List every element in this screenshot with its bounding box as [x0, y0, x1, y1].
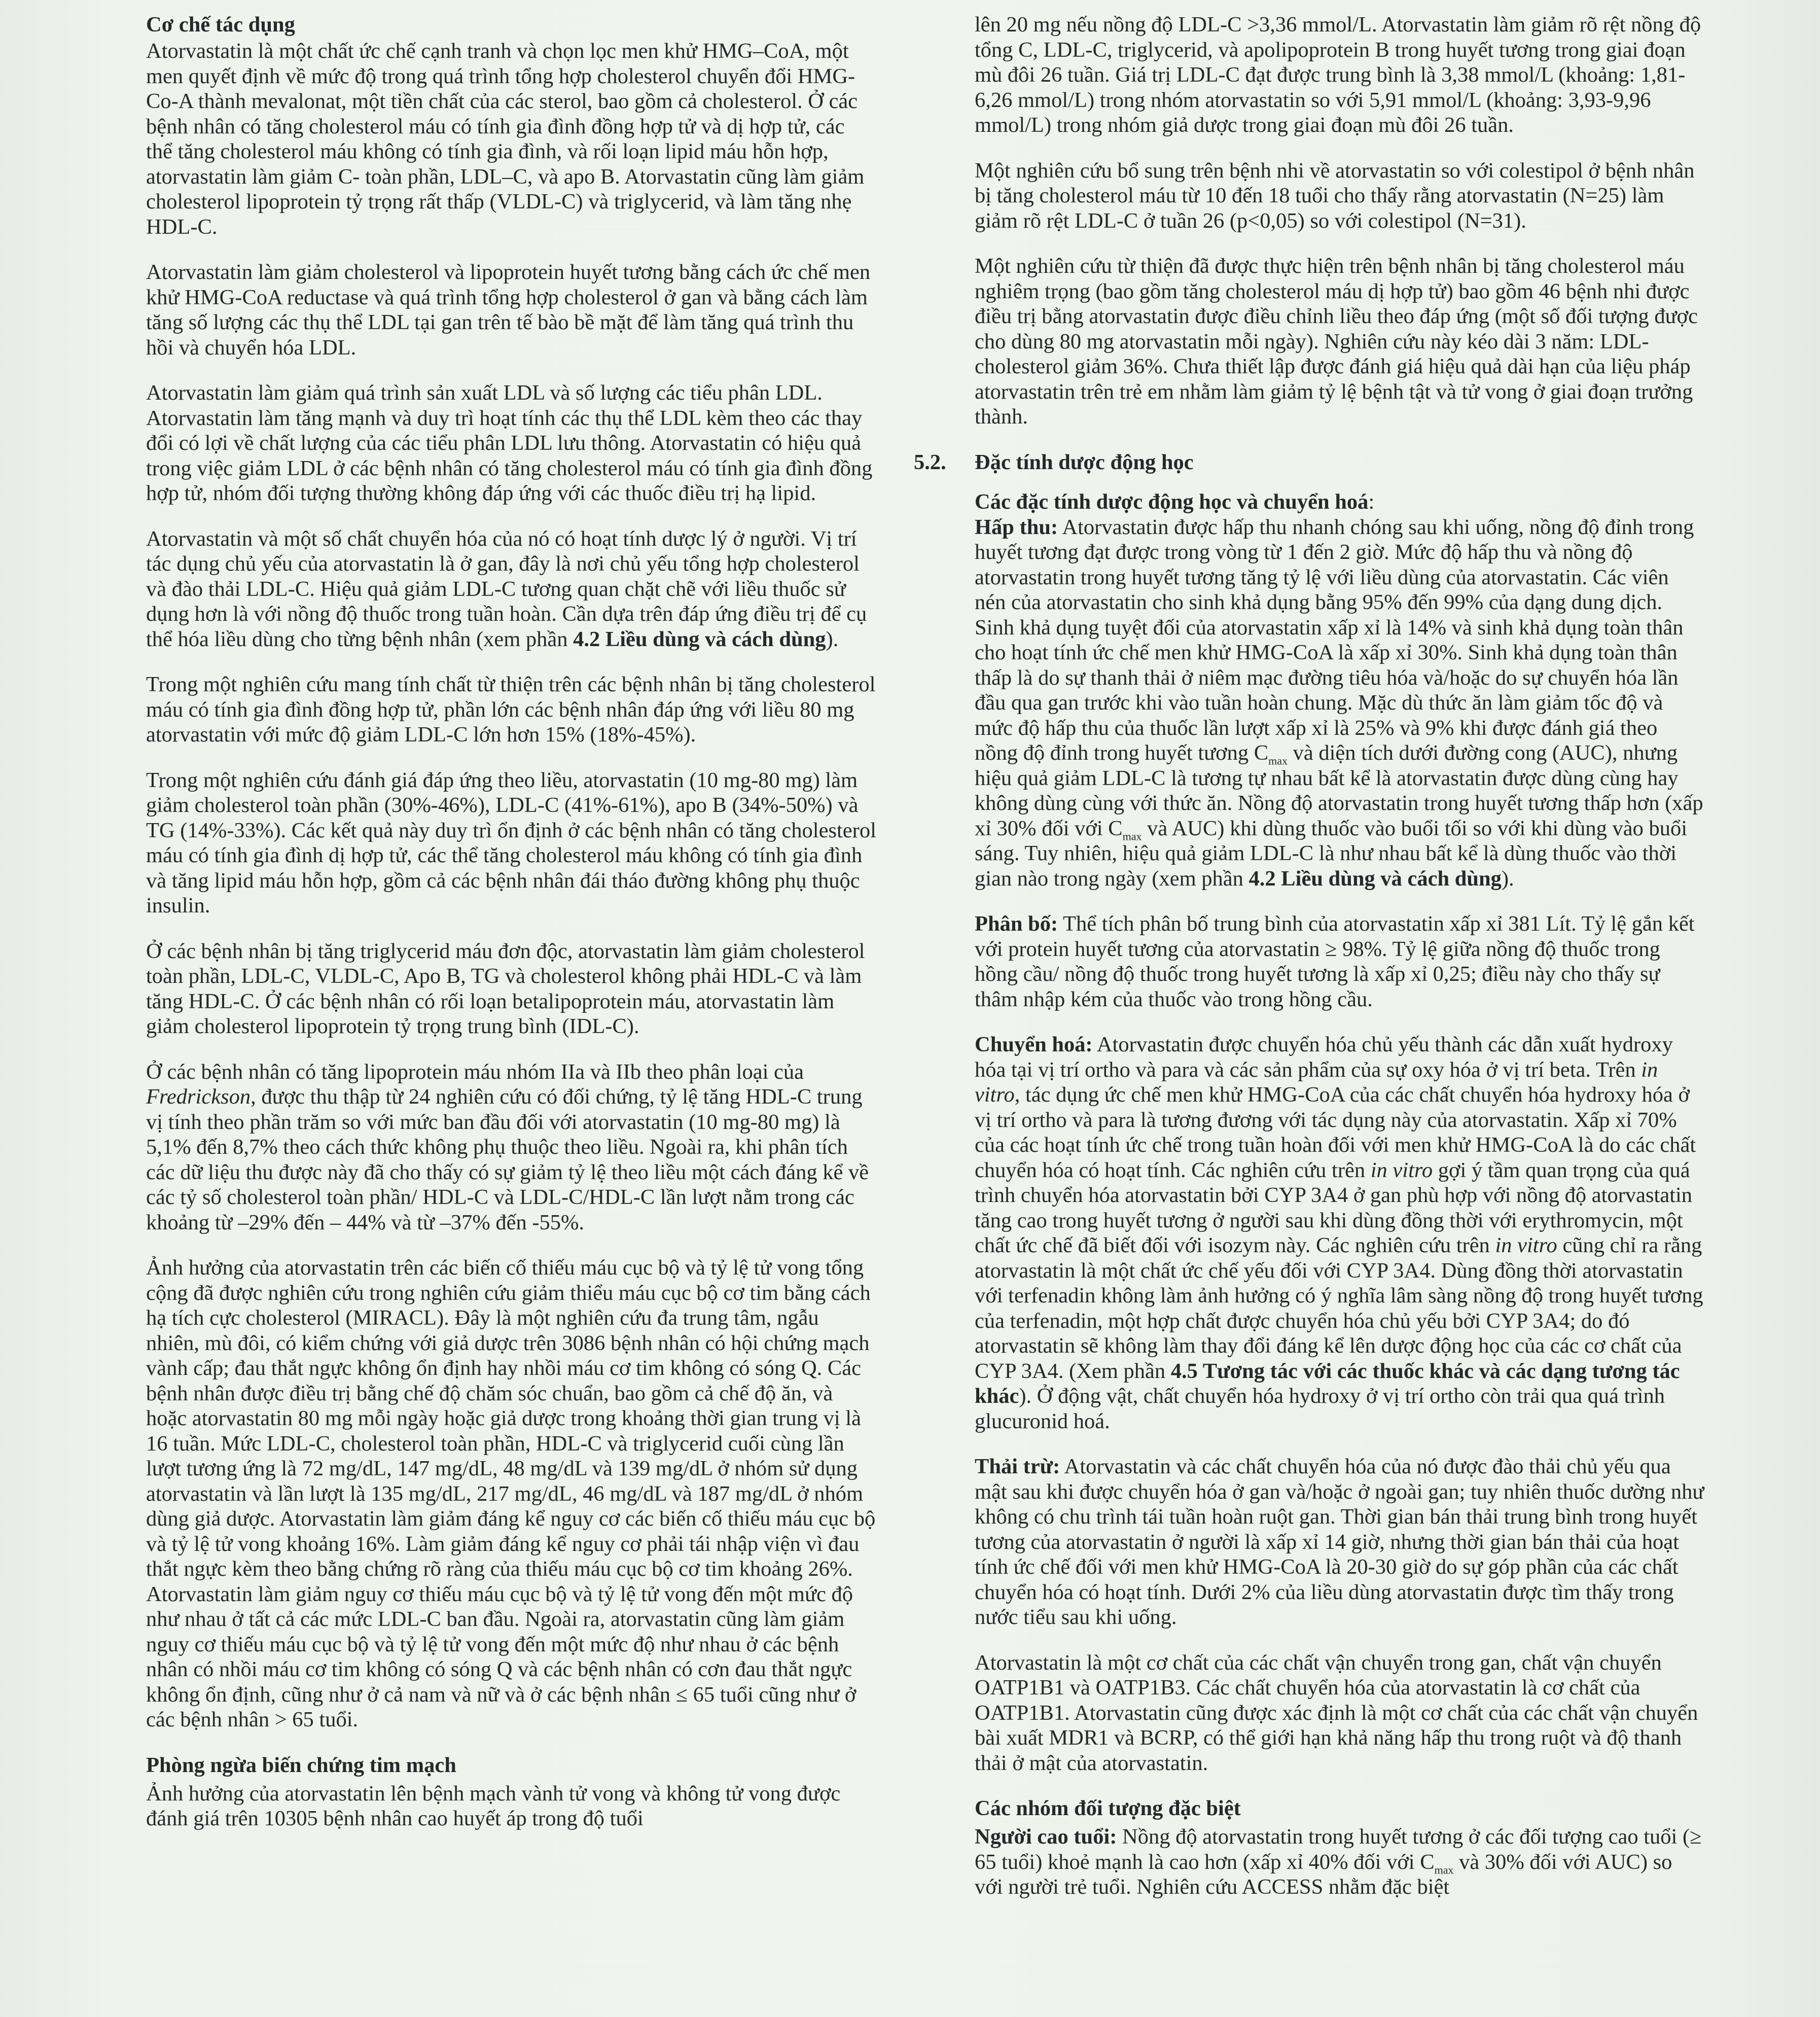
subscript: max — [1122, 830, 1142, 842]
paragraph: Atorvastatin là một chất ức chế cạnh tranh và chọn lọc men khử HMG–CoA, một men quyết định về mức độ trong quá trình tổng hợp cholesterol chuyển đổi HMG-Co-A thành mevalonat, một tiền chất của các sterol, bao gồm cả cholesterol. Ở các bệnh nhân có tăng cholesterol máu có tính gia đình đồng hợp tử và dị hợp tử, các thể tăng cholesterol máu không có tính gia đình, và rối loạn lipid máu hỗn hợp, atorvastatin làm giảm C- toàn phần, LDL–C, và apo B. Atorvastatin cũng làm giảm cholesterol lipoprotein tỷ trọng rất thấp (VLDL-C) và triglycerid, và làm tăng nhẹ HDL-C. — [146, 39, 865, 239]
paragraph: Ảnh hưởng của atorvastatin trên các biến cố thiếu máu cục bộ và tỷ lệ tử vong tổng cộng đã được nghiên cứu trong nghiên cứu giảm thiểu máu cục bộ cơ tim bằng cách hạ tích cực cholesterol (MIRACL). Đây là một nghiên cứu đa trung tâm, ngẫu nhiên, mù đôi, có kiểm chứng với giả dược trên 3086 bệnh nhân có hội chứng mạch vành cấp; đau thắt ngực không ổn định hay nhồi máu cơ tim không có sóng Q. Các bệnh nhân được điều trị bằng chế độ chăm sóc chuẩn, bao gồm cả chế độ ăn, và hoặc atorvastatin 80 mg mỗi ngày hoặc giả dược trong khoảng thời gian trung vị là 16 tuần. Mức LDL-C, cholesterol toàn phần, HDL-C và triglycerid cuối cùng lần lượt tương ứng là 72 mg/dL, 147 mg/dL, 48 mg/dL và 139 mg/dL ở nhóm sử dụng atorvastatin và lần lượt là 135 mg/dL, 217 mg/dL, 46 mg/dL và 187 mg/dL ở nhóm dùng giả dược. Atorvastatin làm giảm đáng kể nguy cơ các biến cố thiếu máu cục bộ và tỷ lệ tử vong khoảng 16%. Làm giảm đáng kể nguy cơ phải tái nhập viện vì đau thắt ngực kèm theo bằng chứng rõ ràng của thiếu máu cục bộ cơ tim khoảng 26%. Atorvastatin làm giảm nguy cơ thiếu máu cục bộ và tỷ lệ tử vong đến một mức độ như nhau ở tất cả các mức LDL-C ban đầu. Ngoài ra, atorvastatin cũng làm giảm nguy cơ thiếu máu cục bộ và tỷ lệ tử vong đến một mức độ như nhau ở các bệnh nhân có nhồi máu cơ tim không có sóng Q và các bệnh nhân có cơn đau thắt ngực không ổn định, cũng như ở cả nam và nữ và ở các bệnh nhân ≤ 65 tuổi cũng như ở các bệnh nhân > 65 tuổi. — [146, 1256, 876, 1731]
left-column — [146, 12, 876, 1852]
text-run: ). Ở động vật, chất chuyển hóa hydroxy ở vị trí ortho còn trải qua quá trình glucuronid hoá. — [975, 1384, 1665, 1433]
paragraph: Atorvastatin làm giảm cholesterol và lipoprotein huyết tương bằng cách ức chế men khử HMG-CoA reductase và quá trình tổng hợp cholesterol ở gan và bằng cách làm tăng số lượng các thụ thể LDL tại gan trên tế bào bề mặt để làm tăng quá trình thu hồi và chuyển hóa LDL. — [146, 260, 871, 360]
paragraph-elderly — [975, 1824, 1705, 1900]
text-run: , được thu thập từ 24 nghiên cứu có đối chứng, tỷ lệ tăng HDL-C trung vị tính theo phần trăm so với mức ban đầu đối với atorvastatin (10 mg-80 mg) là 5,1% đến 8,7% theo cách thức không phụ thuộc theo liều. Ngoài ra, khi phân tích các dữ liệu thu được này đã cho thấy có sự giảm tỷ lệ theo liều một cách đáng kể về các tỷ số cholesterol toàn phần/ HDL-C và LDL-C/HDL-C lần lượt nằm trong các khoảng từ –29% đến – 44% và từ –37% đến -55%. — [146, 1085, 869, 1234]
subscript: max — [1434, 1863, 1454, 1876]
text-run: ). — [826, 627, 839, 651]
text-run: Ở các bệnh nhân có tăng lipoprotein máu nhóm IIa và IIb theo phân loại của — [146, 1059, 804, 1084]
text-run: , tác dụng ức chế men khử HMG-CoA của các chất chuyển hóa hydroxy hóa ở vị trí ortho và para là tương đương với tác dụng này của atorvastatin. Xấp xỉ 70% của các hoạt tính ức chế trong tuần hoàn đối với men khử HMG-CoA là do các chất chuyển hóa có hoạt tính. Các nghiên cứu trên — [975, 1083, 1696, 1182]
label-distribution: Phân bố: — [975, 912, 1058, 936]
section-title: Đặc tính dược động học — [975, 450, 1194, 474]
label-absorption: Hấp thu: — [975, 515, 1058, 539]
italic-term: in vitro — [1370, 1158, 1433, 1182]
paragraph: Một nghiên cứu từ thiện đã được thực hiện trên bệnh nhân bị tăng cholesterol máu nghiêm trọng (bao gồm tăng cholesterol máu dị hợp tử) bao gồm 46 bệnh nhi được điều trị bằng atorvastatin được điều chỉnh liều theo đáp ứng (một số đối tượng được cho dùng 80 mg atorvastatin mỗi ngày). Nghiên cứu này kéo dài 3 năm: LDL-cholesterol giảm 36%. Chưa thiết lập được đánh giá hiệu quả dài hạn của liệu pháp atorvastatin trên trẻ em nhằm làm giảm tỷ lệ bệnh tật và tử vong ở giai đoạn trưởng thành. — [975, 254, 1698, 429]
text-run: Atorvastatin được hấp thu nhanh chóng sau khi uống, nồng độ đỉnh trong huyết tương đạt được trong vòng từ 1 đến 2 giờ. Mức độ hấp thu và nồng độ atorvastatin trong huyết tương tăng tỷ lệ với liều dùng của atorvastatin. Các viên nén của atorvastatin cho sinh khả dụng bằng 95% đến 99% của dạng dung dịch. Sinh khả dụng tuyệt đối của atorvastatin xấp xỉ là 14% và sinh khả dụng toàn thân cho hoạt tính ức chế men khử HMG-CoA là xấp xỉ 30%. Sinh khả dụng toàn thân thấp là do sự thanh thải ở niêm mạc đường tiêu hóa và/hoặc do sự chuyển hóa lần đầu qua gan trước khi vào tuần hoàn chung. Mặc dù thức ăn làm giảm tốc độ và mức độ hấp thu của thuốc lần lượt xấp xỉ là 25% và 9% khi được đánh giá theo nồng độ đỉnh trong huyết tương C — [975, 515, 1694, 765]
paragraph: Trong một nghiên cứu mang tính chất từ thiện trên các bệnh nhân bị tăng cholesterol máu có tính gia đình đồng hợp tử, phần lớn các bệnh nhân đáp ứng với liều 80 mg atorvastatin với mức độ giảm LDL-C lớn hơn 15% (18%-45%). — [146, 673, 876, 747]
heading-special-populations: Các nhóm đối tượng đặc biệt — [975, 1796, 1241, 1820]
paragraph-distribution — [975, 911, 1705, 1012]
paragraph: Một nghiên cứu bổ sung trên bệnh nhi về atorvastatin so với colestipol ở bệnh nhân bị tăng cholesterol máu từ 10 đến 18 tuổi cho thấy rằng atorvastatin (N=25) làm giảm rõ rệt LDL-C ở tuần 26 (p<0,05) so với colestipol (N=31). — [975, 158, 1695, 233]
text-run: gợi ý tầm quan trọng của quá trình chuyển hóa atorvastatin bởi CYP 3A4 ở gan phù hợp với nồng độ atorvastatin tăng cao trong huyết tương ở người sau khi dùng đồng thời với erythromycin, một chất ức chế đã biết đối với isozym này. Các nghiên cứu trên — [975, 1158, 1693, 1257]
right-column — [914, 12, 1705, 1920]
cross-reference: 4.5 Tương tác với các thuốc khác và các dạng tương tác khác — [975, 1359, 1680, 1408]
section-number: 5.2. — [914, 450, 946, 474]
paragraph-absorption — [975, 515, 1705, 892]
text-run: Atorvastatin và các chất chuyển hóa của nó được đào thải chủ yếu qua mật sau khi được chuyển hóa ở gan và/hoặc ở ngoài gan; tuy nhiên thuốc dường như không có chu trình tái tuần hoàn ruột gan. Thời gian bán thải trung bình trong huyết tương của atorvastatin ở người là xấp xỉ 14 giờ, nhưng thời gian bán thải của hoạt tính ức chế đối với men khử HMG-CoA là 20-30 giờ do sự góp phần của các chất chuyển hóa có hoạt tính. Dưới 2% của liều dùng atorvastatin được tìm thấy trong nước tiểu sau khi uống. — [975, 1455, 1704, 1629]
heading-mechanism: Cơ chế tác dụng — [146, 13, 295, 37]
paragraph-elimination — [975, 1454, 1705, 1630]
text-run: và AUC) khi dùng thuốc vào buổi tối so với khi dùng vào buổi sáng. Tuy nhiên, hiệu quả giảm LDL-C là như nhau bất kể là dùng thuốc vào thời gian nào trong ngày (xem phần — [975, 816, 1688, 891]
text-run: Nồng độ atorvastatin trong huyết tương ở các đối tượng cao tuổi (≥ 65 tuổi) khoẻ mạnh là cao hơn (xấp xỉ 40% đối với C — [975, 1825, 1702, 1874]
label-metabolism: Chuyển hoá: — [975, 1033, 1093, 1056]
paragraph: lên 20 mg nếu nồng độ LDL-C >3,36 mmol/L. Atorvastatin làm giảm rõ rệt nồng độ tổng C, LDL-C, triglycerid, và apolipoprotein B trong huyết tương trong giai đoạn mù đôi 26 tuần. Giá trị LDL-C đạt được trung bình là 3,38 mmol/L (khoảng: 1,81-6,26 mmol/L) trong nhóm atorvastatin so với 5,91 mmol/L (khoảng: 3,93-9,96 mmol/L) trong nhóm giả dược trong giai đoạn mù đôi 26 tuần. — [975, 13, 1701, 137]
text-run: và 30% đối với AUC) so với người trẻ tuổi. Nghiên cứu ACCESS nhằm đặc biệt — [975, 1850, 1672, 1899]
text-run: và diện tích dưới đường cong (AUC), nhưng hiệu quả giảm LDL-C là tương tự nhau bất kể là atorvastatin được dùng cùng hay không dùng cùng với thức ăn. Nồng độ atorvastatin trong huyết tương thấp hơn (xấp xỉ 30% đối với C — [975, 741, 1703, 840]
text-run: Thể tích phân bố trung bình của atorvastatin xấp xỉ 381 Lít. Tỷ lệ gắn kết với protein huyết tương của atorvastatin ≥ 98%. Tỷ lệ giữa nồng độ thuốc trong hồng cầu/ nồng độ thuốc trong huyết tương là xấp xỉ 0,25; điều này cho thấy sự thâm nhập kém của thuốc vào trong hồng cầu. — [975, 912, 1695, 1011]
paragraph: Trong một nghiên cứu đánh giá đáp ứng theo liều, atorvastatin (10 mg-80 mg) làm giảm cholesterol toàn phần (30%-46%), LDL-C (41%-61%), apo B (34%-50%) và TG (14%-33%). Các kết quả này duy trì ổn định ở các bệnh nhân có tăng cholesterol máu có tính gia đình dị hợp tử, các thể tăng cholesterol máu không có tính gia đình và tăng lipid máu hỗn hợp, gồm cả các bệnh nhân đái tháo đường không phụ thuộc insulin. — [146, 768, 876, 917]
text-run: Atorvastatin và một số chất chuyển hóa của nó có hoạt tính dược lý ở người. Vị trí tác dụng chủ yếu của atorvastatin là ở gan, đây là nơi chủ yếu tổng hợp cholesterol và đào thải LDL-C. Hiệu quả giảm LDL-C tương quan chặt chẽ với liều thuốc sử dụng hơn là với nồng độ thuốc trong tuần hoàn. Cần dựa trên đáp ứng điều trị để cụ thể hóa liều dùng cho từng bệnh nhân (xem phần — [146, 526, 867, 651]
paragraph: Ảnh hưởng của atorvastatin lên bệnh mạch vành tử vong và không tử vong được đánh giá trên 10305 bệnh nhân cao huyết áp trong độ tuổi — [146, 1781, 841, 1830]
section-heading — [914, 450, 1705, 475]
paragraph-metabolism — [975, 1032, 1705, 1434]
cross-reference: 4.2 Liều dùng và cách dùng — [573, 627, 826, 651]
paragraph — [146, 526, 876, 652]
subheading-pk — [975, 489, 1705, 515]
italic-term: in vitro — [1495, 1233, 1557, 1257]
cross-reference: 4.2 Liều dùng và cách dùng — [1248, 866, 1502, 891]
paragraph — [146, 1059, 876, 1235]
text-run: Atorvastatin được chuyển hóa chủ yếu thành các dẫn xuất hydroxy hóa tại vị trí ortho và para và các sản phẩm của sự oxy hóa ở vị trí beta. Trên — [975, 1033, 1673, 1082]
italic-term: Fredrickson — [146, 1085, 251, 1109]
paragraph: Atorvastatin làm giảm quá trình sản xuất LDL và số lượng các tiểu phân LDL. Atorvastatin làm tăng mạnh và duy trì hoạt tính các thụ thể LDL kèm theo các thay đổi có lợi về chất lượng của các tiểu phân LDL lưu thông. Atorvastatin có hiệu quả trong việc giảm LDL ở các bệnh nhân có tăng cholesterol máu có tính gia đình đồng hợp tử, nhóm đối tượng thường không đáp ứng với các thuốc điều trị hạ lipid. — [146, 381, 873, 505]
subheading-text: Các đặc tính dược động học và chuyển hoá — [975, 489, 1369, 514]
label-elimination: Thải trừ: — [975, 1455, 1060, 1478]
subscript: max — [1268, 754, 1288, 767]
italic-term: in vitro — [975, 1057, 1658, 1107]
label-elderly: Người cao tuổi: — [975, 1825, 1117, 1849]
text-run: cũng chỉ ra rằng atorvastatin là một chất ức chế yếu đối với CYP 3A4. Dùng đồng thời atorvastatin với terfenadin không làm ảnh hưởng có ý nghĩa lâm sàng nồng độ trong huyết tương của terfenadin, một hợp chất được chuyển hóa chủ yếu bởi CYP 3A4; do đó atorvastatin sẽ không làm thay đổi đáng kể lên dược động học của các cơ chất của CYP 3A4. (Xem phần — [975, 1233, 1703, 1383]
heading-prevention: Phòng ngừa biến chứng tim mạch — [146, 1753, 456, 1777]
subheading-colon: : — [1368, 489, 1375, 514]
paragraph: Atorvastatin là một cơ chất của các chất vận chuyển trong gan, chất vận chuyển OATP1B1 và OATP1B3. Các chất chuyển hóa của atorvastatin là cơ chất của OATP1B1. Atorvastatin cũng được xác định là một cơ chất của các chất vận chuyển bài xuất MDR1 và BCRP, có thể giới hạn khả năng hấp thu trong ruột và độ thanh thải ở mật của atorvastatin. — [975, 1650, 1698, 1775]
paragraph: Ở các bệnh nhân bị tăng triglycerid máu đơn độc, atorvastatin làm giảm cholesterol toàn phần, LDL-C, VLDL-C, Apo B, TG và cholesterol không phải HDL-C và làm tăng HDL-C. Ở các bệnh nhân có rối loạn betalipoprotein máu, atorvastatin làm giảm cholesterol lipoprotein tỷ trọng trung bình (IDL-C). — [146, 939, 865, 1038]
text-run: ). — [1501, 866, 1514, 891]
